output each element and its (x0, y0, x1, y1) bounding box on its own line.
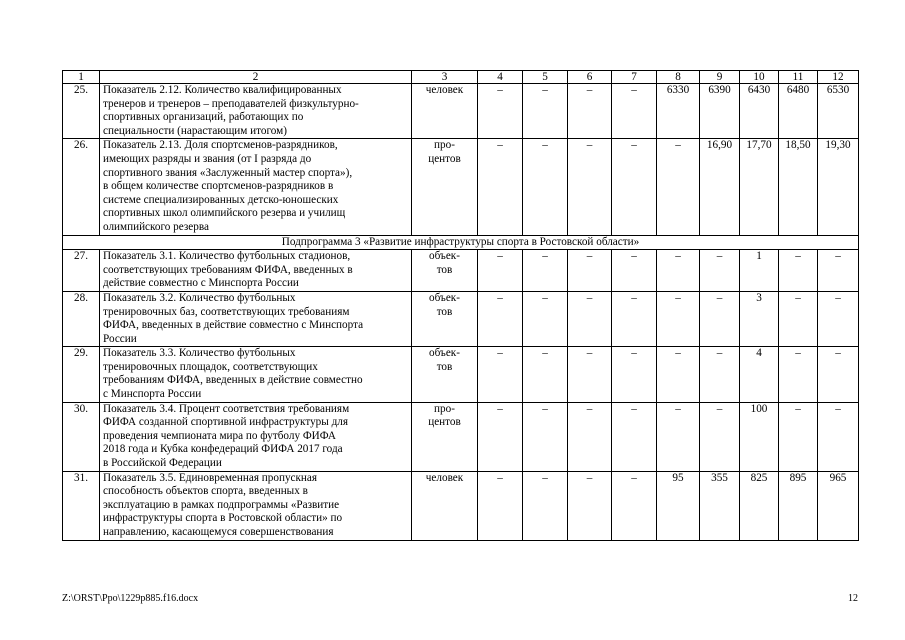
value-cell: – (568, 84, 612, 139)
row-number: 26. (63, 139, 100, 235)
indicator-line: ФИФА, введенных в действие совместно с Минспорта (103, 319, 364, 332)
value-cell: 355 (700, 471, 740, 540)
unit-of-measure (412, 471, 478, 540)
value-cell: – (568, 291, 612, 346)
indicator-line: соответствующих требованиям ФИФА, введенных в (103, 263, 353, 276)
value-cell: 895 (779, 471, 818, 540)
indicator-name (100, 402, 412, 471)
indicator-line: тренировочных баз, соответствующих требованиям (103, 305, 350, 318)
value-cell: – (700, 250, 740, 292)
unit-line: объек- (429, 250, 460, 263)
indicator-line: спортивного звания «Заслуженный мастер спорта»), (103, 166, 353, 179)
indicator-line: специальности (нарастающим итогом) (103, 124, 287, 137)
value-cell: – (612, 84, 657, 139)
indicator-line: Показатель 3.3. Количество футбольных (103, 347, 296, 360)
row-number: 31. (63, 471, 100, 540)
header-cell: 11 (779, 71, 818, 84)
value-cell: – (478, 471, 523, 540)
value-cell: – (818, 291, 859, 346)
value-cell: 6480 (779, 84, 818, 139)
value-cell: – (779, 291, 818, 346)
subprogram-title: Подпрограмма 3 «Развитие инфраструктуры спорта в Ростовской области» (63, 235, 859, 250)
value-cell: – (700, 291, 740, 346)
indicator-name (100, 84, 412, 139)
value-cell: – (779, 250, 818, 292)
unit-line: тов (436, 263, 453, 276)
header-cell: 5 (523, 71, 568, 84)
row-number: 27. (63, 250, 100, 292)
value-cell: – (700, 402, 740, 471)
value-cell: – (779, 402, 818, 471)
indicator-line: системе специализированных детско-юношеских (103, 193, 339, 206)
value-cell: – (612, 250, 657, 292)
value-cell: – (700, 347, 740, 402)
header-cell: 7 (612, 71, 657, 84)
value-cell: – (612, 291, 657, 346)
unit-line: центов (428, 152, 461, 165)
unit-line: человек (425, 471, 464, 484)
row-number: 29. (63, 347, 100, 402)
unit-of-measure (412, 139, 478, 235)
value-cell: – (478, 84, 523, 139)
value-cell: – (657, 402, 700, 471)
value-cell: – (478, 139, 523, 235)
header-cell: 9 (700, 71, 740, 84)
value-cell: – (657, 291, 700, 346)
value-cell: – (478, 291, 523, 346)
indicator-line: тренеров и тренеров – преподавателей физкультурно- (103, 97, 359, 110)
row-number: 30. (63, 402, 100, 471)
table-row (63, 402, 859, 471)
indicator-name (100, 347, 412, 402)
indicator-name (100, 139, 412, 235)
table-body (63, 71, 859, 541)
value-cell: – (523, 139, 568, 235)
indicator-line: с Минспорта России (103, 388, 202, 401)
row-number: 25. (63, 84, 100, 139)
value-cell: – (523, 471, 568, 540)
value-cell: 6390 (700, 84, 740, 139)
value-cell: 1 (740, 250, 779, 292)
value-cell: – (523, 84, 568, 139)
indicator-table (62, 70, 859, 541)
indicator-line: в Российской Федерации (103, 457, 222, 470)
value-cell: – (612, 402, 657, 471)
unit-of-measure (412, 250, 478, 292)
indicator-line: спортивных школ олимпийского резерва и училищ (103, 207, 346, 220)
value-cell: 965 (818, 471, 859, 540)
indicator-line: инфраструктуры спорта в Ростовской области» по (103, 512, 343, 525)
value-cell: – (657, 250, 700, 292)
indicator-line: Показатель 3.5. Единовременная пропускная (103, 471, 318, 484)
table-row (63, 139, 859, 235)
unit-of-measure (412, 347, 478, 402)
value-cell: – (612, 139, 657, 235)
indicator-line: России (103, 332, 137, 345)
column-number-header (63, 71, 859, 84)
table-row (63, 291, 859, 346)
value-cell: – (523, 291, 568, 346)
header-cell: 1 (63, 71, 100, 84)
file-path: Z:\ORST\Ppo\1229p885.f16.docx (62, 593, 199, 604)
value-cell: 16,90 (700, 139, 740, 235)
unit-of-measure (412, 84, 478, 139)
unit-line: объек- (429, 291, 460, 304)
indicator-line: Показатель 3.1. Количество футбольных стадионов, (103, 250, 351, 263)
value-cell: – (568, 139, 612, 235)
value-cell: 95 (657, 471, 700, 540)
indicator-line: действие совместно с Минспорта России (103, 277, 299, 290)
indicator-line: способность объектов спорта, введенных в (103, 485, 308, 498)
indicator-line: в общем количестве спортсменов-разрядников в (103, 180, 334, 193)
value-cell: – (818, 402, 859, 471)
unit-line: тов (436, 305, 453, 318)
indicator-line: требованиям ФИФА, введенных в действие совместно (103, 374, 363, 387)
unit-line: про- (434, 139, 455, 152)
indicator-line: спортивных организаций, работающих по (103, 111, 304, 124)
unit-line: центов (428, 416, 461, 429)
header-cell: 8 (657, 71, 700, 84)
value-cell: 825 (740, 471, 779, 540)
indicator-line: олимпийского резерва (103, 220, 209, 233)
header-cell: 3 (412, 71, 478, 84)
header-cell: 6 (568, 71, 612, 84)
indicator-name (100, 250, 412, 292)
header-cell: 10 (740, 71, 779, 84)
value-cell: 4 (740, 347, 779, 402)
indicator-name (100, 471, 412, 540)
value-cell: – (818, 347, 859, 402)
value-cell: 100 (740, 402, 779, 471)
unit-line: тов (436, 360, 453, 373)
value-cell: – (478, 250, 523, 292)
indicator-line: Показатель 3.4. Процент соответствия требованиям (103, 402, 350, 415)
value-cell: 6330 (657, 84, 700, 139)
value-cell: 17,70 (740, 139, 779, 235)
header-cell: 4 (478, 71, 523, 84)
indicator-line: проведения чемпионата мира по футболу ФИФА (103, 429, 336, 442)
unit-line: человек (425, 84, 464, 96)
unit-of-measure (412, 291, 478, 346)
table-row (63, 250, 859, 292)
unit-of-measure (412, 402, 478, 471)
indicator-line: Показатель 2.12. Количество квалифицированных (103, 84, 342, 96)
indicator-line: эксплуатацию в рамках подпрограммы «Развитие (103, 498, 340, 511)
indicator-line: ФИФА созданной спортивной инфраструктуры для (103, 416, 348, 429)
value-cell: – (568, 402, 612, 471)
value-cell: – (568, 347, 612, 402)
value-cell: – (612, 471, 657, 540)
value-cell: – (568, 250, 612, 292)
indicator-line: тренировочных площадок, соответствующих (103, 360, 318, 373)
indicator-line: Показатель 2.13. Доля спортсменов-разрядников, (103, 139, 338, 152)
header-cell: 12 (818, 71, 859, 84)
value-cell: 18,50 (779, 139, 818, 235)
indicator-name (100, 291, 412, 346)
indicator-line: 2018 года и Кубка конфедераций ФИФА 2017 года (103, 443, 343, 456)
table-row (63, 347, 859, 402)
value-cell: – (657, 347, 700, 402)
subprogram-row (63, 235, 859, 250)
value-cell: 3 (740, 291, 779, 346)
value-cell: – (657, 139, 700, 235)
header-cell: 2 (100, 71, 412, 84)
row-number: 28. (63, 291, 100, 346)
value-cell: 6430 (740, 84, 779, 139)
value-cell: 19,30 (818, 139, 859, 235)
indicator-line: Показатель 3.2. Количество футбольных (103, 291, 296, 304)
value-cell: – (523, 347, 568, 402)
value-cell: – (779, 347, 818, 402)
value-cell: – (612, 347, 657, 402)
value-cell: – (818, 250, 859, 292)
table-row (63, 84, 859, 139)
unit-line: объек- (429, 347, 460, 360)
value-cell: – (523, 250, 568, 292)
value-cell: – (523, 402, 568, 471)
page-number: 12 (848, 593, 858, 604)
value-cell: – (478, 347, 523, 402)
unit-line: про- (434, 402, 455, 415)
indicator-line: направлению, касающемуся совершенствования (103, 526, 334, 538)
value-cell: – (568, 471, 612, 540)
value-cell: – (478, 402, 523, 471)
table-row (63, 471, 859, 540)
indicator-line: имеющих разряды и звания (от I разряда до (103, 152, 312, 165)
value-cell: 6530 (818, 84, 859, 139)
